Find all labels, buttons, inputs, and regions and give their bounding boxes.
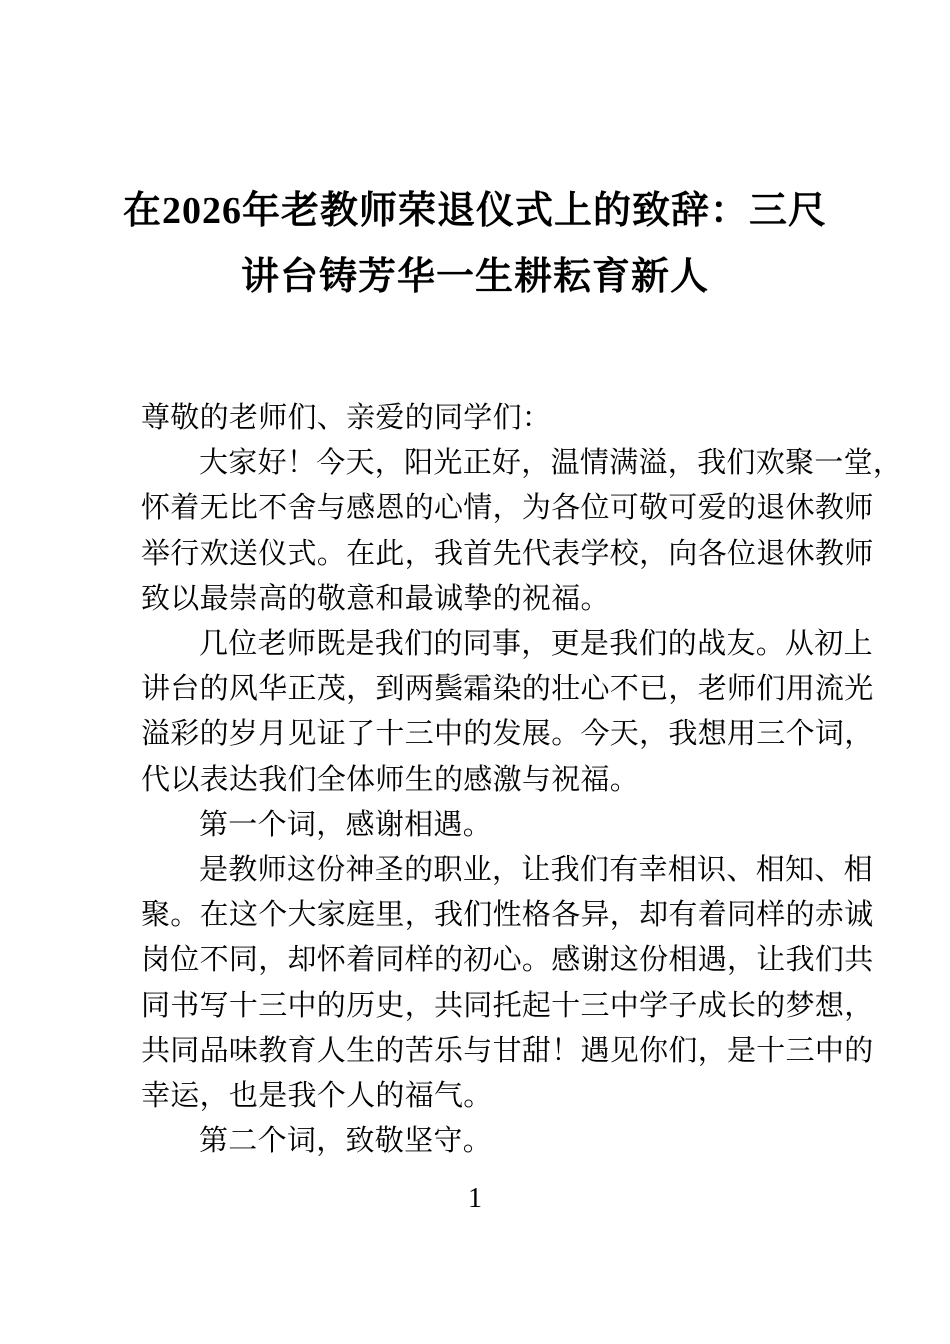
- body-line: 几位老师既是我们的同事，更是我们的战友。从初上: [199, 628, 873, 661]
- body-line: 同书写十三中的历史，共同托起十三中学子成长的梦想，: [141, 989, 874, 1022]
- body-line: 怀着无比不舍与感恩的心情，为各位可敬可爱的退休教师: [141, 492, 874, 525]
- body-line: 聚。在这个大家庭里，我们性格各异，却有着同样的赤诚: [141, 899, 874, 932]
- body-line: 大家好！今天，阳光正好，温情满溢，我们欢聚一堂，: [199, 447, 903, 480]
- body-line: 溢彩的岁月见证了十三中的发展。今天，我想用三个词，: [141, 718, 874, 751]
- body-line: 举行欢送仪式。在此，我首先代表学校，向各位退休教师: [141, 537, 874, 570]
- document-body: [141, 396, 903, 1164]
- document-title: [0, 178, 950, 310]
- body-line: 岗位不同，却怀着同样的初心。感谢这份相遇，让我们共: [141, 944, 874, 977]
- body-line: 是教师这份神圣的职业，让我们有幸相识、相知、相: [199, 854, 873, 887]
- body-line: 第二个词，致敬坚守。: [199, 1125, 493, 1158]
- body-line: 第一个词，感谢相遇。: [199, 808, 493, 841]
- page-number: 1: [468, 1183, 482, 1214]
- body-line: 尊敬的老师们、亲爱的同学们：: [141, 402, 552, 434]
- body-line: 共同品味教育人生的苦乐与甘甜！遇见你们，是十三中的: [141, 1034, 874, 1067]
- document-title-line-1: 在2026年老教师荣退仪式上的致辞：三尺: [122, 190, 827, 232]
- body-line: 致以最崇高的敬意和最诚挚的祝福。: [141, 582, 610, 615]
- document-title-line-2: 讲台铸芳华一生耕耘育新人: [240, 256, 709, 298]
- body-line: 幸运，也是我个人的福气。: [141, 1080, 493, 1113]
- body-line: 代以表达我们全体师生的感激与祝福。: [141, 763, 640, 796]
- body-line: 讲台的风华正茂，到两鬓霜染的壮心不已，老师们用流光: [141, 673, 874, 706]
